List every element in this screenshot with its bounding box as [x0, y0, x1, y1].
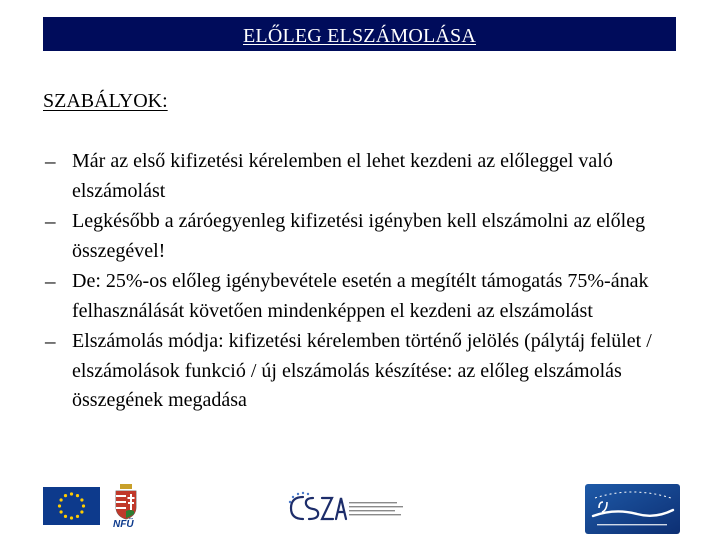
list-item: [43, 147, 683, 206]
eu-flag-icon: [43, 487, 100, 525]
rule-text: De: 25%-os előleg igénybevétele esetén a megítélt támogatás 75%-ának felhasználását követően mindenképpen el kezdeni az elszámolást: [72, 270, 649, 322]
bullet-dash: –: [45, 269, 56, 293]
esza-logo: [285, 488, 405, 528]
rule-list: [43, 147, 683, 417]
list-item: [43, 207, 683, 266]
rule-text: Legkésőbb a záróegyenleg kifizetési igényben kell elszámolni az előleg összegével!: [72, 210, 646, 262]
bullet-dash: –: [45, 209, 56, 233]
bullet-dash: –: [45, 149, 56, 173]
bullet-dash: –: [45, 329, 56, 353]
section-heading: SZABÁLYOK:: [43, 90, 168, 112]
page-title: ELŐLEG ELSZÁMOLÁSA: [242, 24, 477, 47]
logo-strip: [0, 480, 720, 540]
rule-text: Elszámolás módja: kifizetési kérelemben történő jelölés (pálytáj felület / elszámolások funkció / új elszámolás készítése: az előleg elszámolás összegének megadása: [72, 330, 652, 411]
nfu-label: NFÜ: [113, 519, 134, 530]
list-item: [43, 267, 683, 326]
list-item: [43, 327, 683, 416]
title-bar: [43, 17, 676, 51]
rule-text: Már az első kifizetési kérelemben el lehet kezdeni az előleggel való elszámolást: [72, 150, 613, 202]
uj-magyarorszag-logo: [585, 484, 680, 534]
